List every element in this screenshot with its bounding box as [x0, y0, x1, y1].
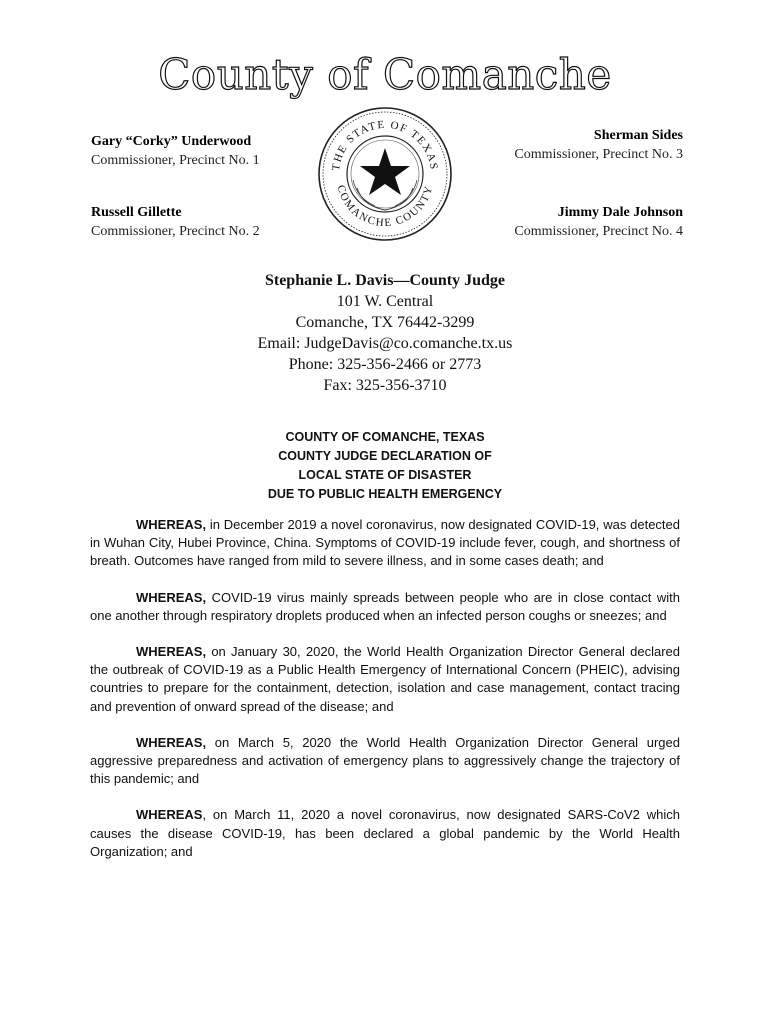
- paragraph-text: , on March 11, 2020 a novel coronavirus, now designated SARS-CoV2 which causes the disease COVID-19, has been declared a global pandemic by the World Health Organization; and: [90, 807, 680, 859]
- commissioner-name: Russell Gillette: [91, 205, 182, 220]
- whereas-paragraph: [90, 589, 680, 625]
- seal-bottom-text: COMANCHE COUNTY: [334, 183, 436, 230]
- heading-line: COUNTY OF COMANCHE, TEXAS: [285, 430, 485, 444]
- county-title: County of Comanche: [158, 50, 612, 99]
- paragraph-text: on January 30, 2020, the World Health Organization Director General declared the outbreak of COVID-19 as a Public Health Emergency of International Concern (PHEIC), advising countries to prepare for the containment, detection, isolation and case management, contact tracing and prevention of onward spread of the disease; and: [90, 644, 680, 714]
- commissioner-precinct-1: [91, 132, 260, 170]
- paragraph-lead: WHEREAS,: [136, 734, 207, 750]
- whereas-paragraph: [90, 806, 680, 861]
- commissioner-name: Gary “Corky” Underwood: [91, 134, 252, 149]
- paragraph-text: in December 2019 a novel coronavirus, now designated COVID-19, was detected in Wuhan City, Hubei Province, China. Symptoms of COVID-19 include fever, cough, and shortness of breath. Outcomes have ranged from mild to severe illness, and in some cases death; and: [90, 517, 680, 569]
- paragraph-text: COVID-19 virus mainly spreads between people who are in close contact with one another through respiratory droplets produced when an infected person coughs or sneezes; and: [90, 589, 680, 623]
- paragraph-lead: WHEREAS,: [136, 517, 207, 532]
- commissioner-role: Commissioner, Precinct No. 3: [514, 147, 683, 162]
- heading-line: DUE TO PUBLIC HEALTH EMERGENCY: [267, 487, 503, 501]
- judge-name: Stephanie L. Davis—County Judge: [264, 272, 506, 289]
- paragraph-lead: WHEREAS,: [136, 644, 207, 660]
- commissioner-precinct-3: [514, 126, 683, 164]
- commissioner-role: Commissioner, Precinct No. 1: [91, 153, 260, 168]
- heading-line: COUNTY JUDGE DECLARATION OF: [278, 449, 492, 463]
- whereas-paragraph: [90, 516, 680, 571]
- whereas-paragraph: [90, 643, 680, 716]
- commissioner-role: Commissioner, Precinct No. 4: [514, 224, 683, 239]
- declaration-body: [90, 516, 680, 879]
- paragraph-lead: WHEREAS: [136, 807, 203, 823]
- commissioner-name: Sherman Sides: [593, 128, 683, 143]
- heading-line: LOCAL STATE OF DISASTER: [298, 468, 472, 482]
- commissioner-name: Jimmy Dale Johnson: [557, 205, 683, 220]
- judge-fax: Fax: 325-356-3710: [323, 377, 447, 394]
- seal-top-text: THE STATE OF TEXAS: [330, 118, 440, 172]
- paragraph-text: on March 5, 2020 the World Health Organization Director General urged aggressive preparedness and activation of emergency plans to aggressively change the trajectory of this pandemic; and: [90, 734, 680, 787]
- address-line-2: Comanche, TX 76442-3299: [295, 314, 475, 331]
- address-line-1: 101 W. Central: [336, 293, 434, 310]
- whereas-paragraph: [90, 734, 680, 789]
- svg-text:COMANCHE COUNTY: [335, 184, 436, 229]
- commissioner-precinct-4: [514, 203, 683, 241]
- judge-email: Email: JudgeDavis@co.comanche.tx.us: [257, 335, 513, 352]
- judge-contact-block: [0, 270, 770, 396]
- paragraph-lead: WHEREAS,: [136, 589, 207, 605]
- declaration-heading: [0, 428, 770, 504]
- commissioner-role: Commissioner, Precinct No. 2: [91, 224, 260, 239]
- commissioner-precinct-2: [91, 203, 260, 241]
- county-seal-icon: [317, 106, 453, 242]
- judge-phone: Phone: 325-356-2466 or 2773: [288, 356, 482, 373]
